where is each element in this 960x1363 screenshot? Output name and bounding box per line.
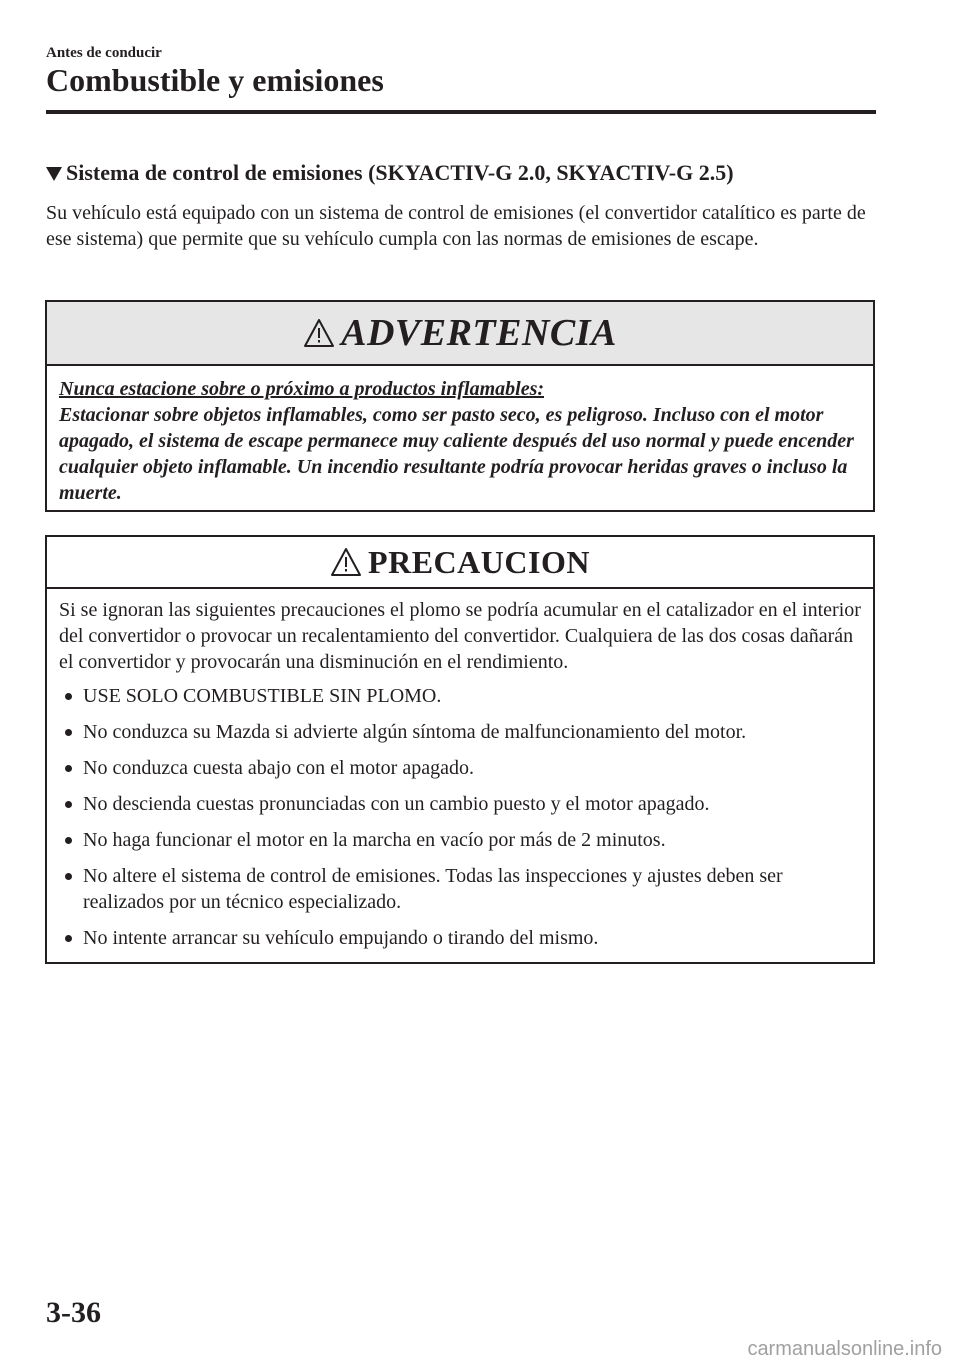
warning-triangle-icon (303, 318, 335, 348)
section-label: Antes de conducir (46, 45, 162, 61)
warning-body (47, 366, 873, 506)
list-item-text: No intente arrancar su vehículo empujando o tirando del mismo. (83, 927, 599, 949)
warning-heading: Nunca estacione sobre o próximo a productos inflamables: (59, 378, 545, 400)
page-number: 3-36 (46, 1296, 101, 1329)
page-title: Combustible y emisiones (46, 62, 384, 98)
bullet-icon (65, 801, 72, 808)
caution-body (47, 589, 873, 951)
list-item (59, 755, 861, 781)
caution-triangle-icon (330, 547, 362, 577)
list-item-text: USE SOLO COMBUSTIBLE SIN PLOMO. (83, 685, 442, 707)
list-item-text: No conduzca cuesta abajo con el motor apagado. (83, 757, 474, 779)
caution-box (45, 535, 875, 964)
list-item-text: No descienda cuestas pronunciadas con un cambio puesto y el motor apagado. (83, 793, 710, 815)
bullet-icon (65, 837, 72, 844)
caution-header (47, 537, 873, 589)
caution-intro: Si se ignoran las siguientes precauciones el plomo se podría acumular en el catalizador en el interior del convertidor o provocar un recalentamiento del convertidor. Cualquiera de las dos cosas dañarán el convertidor y provocarán una disminución en el rendimiento. (59, 599, 861, 673)
list-item (59, 863, 861, 915)
bullet-icon (65, 935, 72, 942)
bullet-icon (65, 765, 72, 772)
warning-box (45, 300, 875, 512)
subheading (46, 159, 734, 187)
bullet-icon (65, 729, 72, 736)
intro-paragraph: Su vehículo está equipado con un sistema de control de emisiones (el convertidor catalítico es parte de ese sistema) que permite que su vehículo cumpla con las normas de emisiones de escape. (46, 202, 866, 250)
warning-title: ADVERTENCIA (341, 312, 617, 354)
list-item-text: No haga funcionar el motor en la marcha en vacío por más de 2 minutos. (83, 829, 666, 851)
list-item (59, 719, 861, 745)
list-item-text: No altere el sistema de control de emisiones. Todas las inspecciones y ajustes deben ser realizados por un técnico especializado. (83, 865, 783, 913)
list-item-text: No conduzca su Mazda si advierte algún síntoma de malfuncionamiento del motor. (83, 721, 747, 743)
list-item (59, 791, 861, 817)
triangle-down-icon (46, 167, 62, 181)
bullet-icon (65, 873, 72, 880)
list-item (59, 683, 861, 709)
subheading-text: Sistema de control de emisiones (SKYACTIV-G 2.0, SKYACTIV-G 2.5) (66, 160, 734, 185)
warning-text: Estacionar sobre objetos inflamables, como ser pasto seco, es peligroso. Incluso con el motor apagado, el sistema de escape permanece muy caliente después del uso normal y puede encender cualquier objeto inflamable. Un incendio resultante podría provocar heridas graves o incluso la muerte. (59, 404, 854, 504)
bullet-icon (65, 693, 72, 700)
watermark: carmanualsonline.info (747, 1338, 942, 1360)
warning-header (47, 302, 873, 366)
list-item (59, 925, 861, 951)
header-divider (46, 110, 876, 114)
list-item (59, 827, 861, 853)
caution-list (59, 683, 861, 951)
caution-title: PRECAUCION (368, 543, 590, 580)
